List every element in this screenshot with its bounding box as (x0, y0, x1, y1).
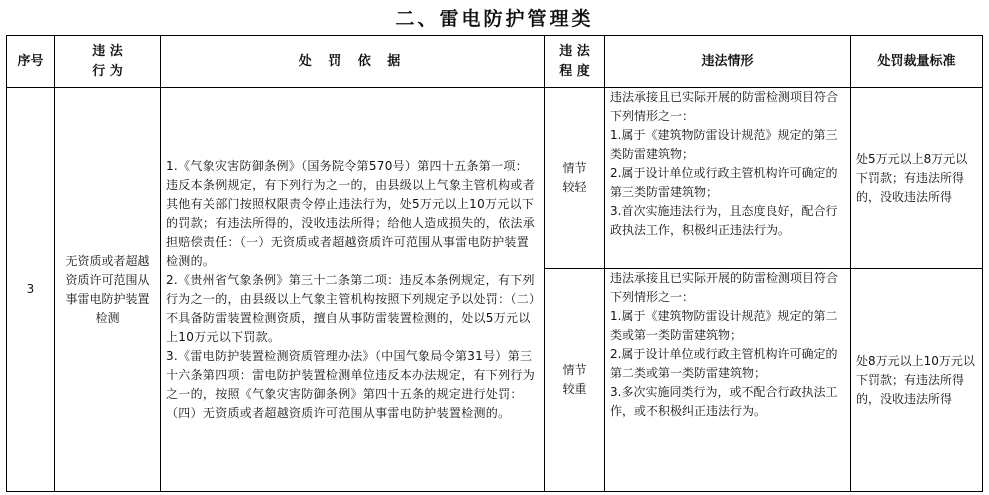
circumstance-minor-item-2: 2.属于设计单位或行政主管机构许可确定的第三类防雷建筑物； (610, 166, 838, 199)
circumstance-serious-intro: 违法承接且已实际开展的防雷检测项目符合下列情形之一： (610, 271, 839, 304)
header-degree-line1: 违 法 (559, 43, 590, 59)
header-standard: 处罚裁量标准 (851, 36, 983, 88)
degree-minor-line1: 情节 (562, 161, 587, 175)
cell-penalty-basis (161, 88, 545, 492)
header-violation-act (55, 36, 161, 88)
cell-circumstance-serious (605, 269, 851, 492)
header-basis: 处 罚 依 据 (161, 36, 545, 88)
basis-item-1: 1.《气象灾害防御条例》（国务院令第570号）第四十五条第一项：违反本条例规定，有下列行为之一的，由县级以上气象主管机构或者其他有关部门按照权限责令停止违法行为，处5万元以上10万元以下的罚款；有违法所得的，没收违法所得；给他人造成损失的，依法承担赔偿责任：（一）无资质或者超越资质许可范围从事雷电防护装置检测的。 (166, 158, 536, 268)
table-row-minor (7, 88, 983, 269)
basis-item-2: 2.《贵州省气象条例》第三十二条第二项：违反本条例规定，有下列行为之一的，由县级以上气象主管机构按照下列规定予以处罚：（二）不具备防雷装置检测资质，擅自从事防雷装置检测的，处以5万元以上10万元以下罚款。 (166, 272, 536, 344)
header-circumstance: 违法情形 (605, 36, 851, 88)
header-act-line1: 违 法 (92, 43, 123, 59)
penalty-table (6, 35, 983, 492)
cell-standard-serious: 处8万元以上10万元以下罚款；有违法所得的，没收违法所得 (851, 269, 983, 492)
page-title: 二、雷电防护管理类 (395, 8, 594, 30)
cell-row-number: 3 (7, 88, 55, 492)
header-degree (545, 36, 605, 88)
header-degree-line2: 程 度 (559, 63, 590, 79)
cell-degree-minor (545, 88, 605, 269)
basis-item-3: 3.《雷电防护装置检测资质管理办法》（中国气象局令第31号）第三十六条第四项：雷电防护装置检测单位违反本办法规定，有下列行为之一的，按照《气象灾害防御条例》第四十五条的规定进行处罚：（四）无资质或者超越资质许可范围从事雷电防护装置检测的。 (166, 348, 536, 420)
header-row (7, 36, 983, 88)
circumstance-minor-item-1: 1.属于《建筑物防雷设计规范》规定的第三类防雷建筑物； (610, 128, 838, 161)
header-act-line2: 行 为 (92, 63, 123, 79)
degree-minor-line2: 较轻 (562, 180, 587, 194)
cell-degree-serious (545, 269, 605, 492)
cell-standard-minor: 处5万元以上8万元以下罚款；有违法所得的，没收违法所得 (851, 88, 983, 269)
circumstance-serious-item-3: 3.多次实施同类行为，或不配合行政执法工作，或不积极纠正违法行为。 (610, 385, 838, 418)
circumstance-serious-item-2: 2.属于设计单位或行政主管机构许可确定的第二类或第一类防雷建筑物； (610, 347, 838, 380)
circumstance-serious-item-1: 1.属于《建筑物防雷设计规范》规定的第二类或第一类防雷建筑物； (610, 309, 838, 342)
header-no: 序号 (7, 36, 55, 88)
cell-violation-act: 无资质或者超越资质许可范围从事雷电防护装置检测 (55, 88, 161, 492)
circumstance-minor-intro: 违法承接且已实际开展的防雷检测项目符合下列情形之一： (610, 90, 839, 123)
cell-circumstance-minor (605, 88, 851, 269)
degree-serious-line2: 较重 (562, 382, 587, 396)
circumstance-minor-item-3: 3.首次实施违法行为，且态度良好，配合行政执法工作，积极纠正违法行为。 (610, 204, 838, 237)
degree-serious-line1: 情节 (562, 363, 587, 377)
